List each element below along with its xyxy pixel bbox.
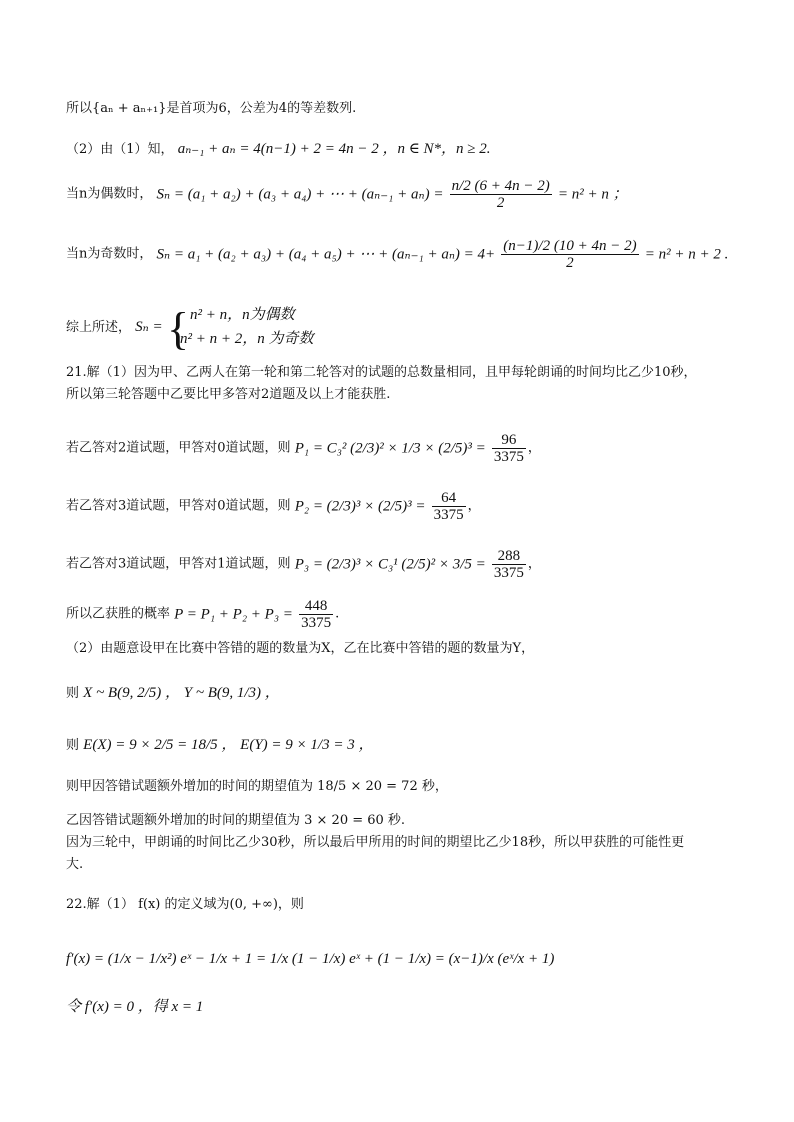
equation: aₙ₋₁ + aₙ = 4(n−1) + 2 = 4n − 2 ，n ∈ N*，n ≥ 2.: [177, 141, 491, 157]
text-line: [66, 736, 373, 755]
fraction-numerator: 96: [492, 432, 526, 449]
fraction-denominator: 2: [496, 195, 505, 211]
text-line: 所以乙获胜的概率 P = P₁ + P₂ + P₃ = $\frac{448}{3375}$ .: [66, 598, 340, 631]
fraction-numerator: 288: [492, 548, 526, 565]
question-header: 21.解（1）因为甲、乙两人在第一轮和第二轮答对的试题的总数量相同，且甲每轮朗诵的时间均比乙少10秒，: [66, 365, 697, 380]
equation: f′(x) = (1/x − 1/x²) eˣ − 1/x + 1 = 1/x (1 − 1/x) eˣ + (1 − 1/x) = (x−1)/x (eˣ/x + 1): [66, 951, 555, 967]
equation: P₁ = C₃² (2/3)² × 1/3 × (2/5)³ =: [294, 440, 486, 457]
case-label: 当n为偶数时，: [66, 186, 153, 202]
text-line: 大.: [66, 857, 84, 872]
equation: = n² + n ；: [557, 186, 628, 203]
equation: P = P₁ + P₂ + P₃ =: [174, 606, 293, 623]
text-line: [66, 178, 628, 211]
case-label: 当n为奇数时，: [66, 246, 153, 262]
math-text: 所以{aₙ + aₙ₊₁}是首项为6，公差为4的等差数列.: [66, 101, 357, 116]
fraction: [501, 238, 638, 271]
prefix: 则: [66, 686, 80, 701]
case-label: 若乙答对2道试题，甲答对0道试题，则: [66, 440, 291, 456]
text-line: （2）由题意设甲在比赛中答错的题的数量为X，乙在比赛中答错的题的数量为Y，: [66, 641, 535, 656]
text-line: 则甲因答错试题额外增加的时间的期望值为 18/5 × 20 = 72 秒，: [66, 779, 448, 794]
piecewise-case: n² + n，n为偶数: [190, 307, 295, 323]
fraction-numerator: n/2 (6 + 4n − 2): [451, 178, 550, 194]
equation: = n² + n + 2 .: [644, 246, 729, 263]
piecewise-case: n² + n + 2，n 为奇数: [180, 331, 314, 347]
fraction: [299, 598, 333, 631]
fraction-denominator: 3375: [301, 615, 332, 631]
text-line: 乙因答错试题额外增加的时间的期望值为 3 × 20 = 60 秒.: [66, 813, 406, 828]
equation: Sₙ = (a₁ + a₂) + (a₃ + a₄) + ⋯ + (aₙ₋₁ + aₙ) =: [156, 186, 444, 203]
step-label: （2）由（1）知，: [66, 142, 174, 157]
fraction-numerator: 64: [432, 490, 466, 507]
equation: E(X) = 9 × 2/5 = 18/5 ， E(Y) = 9 × 1/3 = 3 ，: [83, 737, 374, 753]
summary-label: 综上所述，: [66, 320, 132, 335]
equation: P₃ = (2/3)³ × C₃¹ (2/5)² × 3/5 =: [294, 556, 486, 573]
fraction: [432, 490, 466, 523]
text-line: 若乙答对3道试题，甲答对1道试题，则 P₃ = (2/3)³ × C₃¹ (2/5)² × 3/5 = $\frac{288}{3375}$ ，: [66, 548, 541, 581]
text-line: [66, 140, 491, 159]
fraction-numerator: (n−1)/2 (10 + 4n − 2): [503, 238, 637, 254]
fraction-denominator: 3375: [493, 565, 524, 581]
text-line: 若乙答对2道试题，甲答对0道试题，则 P₁ = C₃² (2/3)² × 1/3 × (2/5)³ = $\frac{96}{3375}$ ，: [66, 432, 541, 465]
equation-lhs: Sₙ =: [135, 319, 163, 335]
fraction: [492, 432, 526, 465]
equation: P₂ = (2/3)³ × (2/5)³ =: [294, 498, 426, 515]
fraction-numerator: 448: [299, 598, 333, 615]
case-label: 若乙答对3道试题，甲答对1道试题，则: [66, 556, 291, 572]
fraction-denominator: 3375: [433, 507, 464, 523]
question-header: 22.解（1） f(x) 的定义域为(0, +∞)，则: [66, 897, 304, 912]
fraction-denominator: 2: [566, 255, 574, 271]
fraction: [450, 178, 552, 211]
text-line: 若乙答对3道试题，甲答对0道试题，则 P₂ = (2/3)³ × (2/5)³ = $\frac{64}{3375}$ ，: [66, 490, 481, 523]
fraction: [492, 548, 526, 581]
equation: X ~ B(9, 2/5) ， Y ~ B(9, 1/3) ，: [83, 685, 280, 701]
text-line: 因为三轮中，甲朗诵的时间比乙少30秒，所以最后甲所用的时间的期望比乙少18秒，所以甲获胜的可能性更: [66, 835, 685, 850]
text-line: [66, 684, 280, 703]
text-line: [66, 238, 728, 271]
case-label: 所以乙获胜的概率: [66, 606, 171, 622]
equation: 令 f′(x) = 0 ，得 x = 1: [66, 999, 204, 1015]
text-line: [66, 318, 163, 337]
fraction-denominator: 3375: [493, 449, 524, 465]
equation: Sₙ = a₁ + (a₂ + a₃) + (a₄ + a₅) + ⋯ + (aₙ₋₁ + aₙ) = 4+: [156, 246, 496, 263]
text-line: [66, 100, 356, 118]
text-line: 所以第三轮答题中乙要比甲多答对2道题及以上才能获胜.: [66, 387, 391, 402]
left-brace: {: [167, 303, 190, 354]
case-label: 若乙答对3道试题，甲答对0道试题，则: [66, 498, 291, 514]
prefix: 则: [66, 738, 80, 753]
